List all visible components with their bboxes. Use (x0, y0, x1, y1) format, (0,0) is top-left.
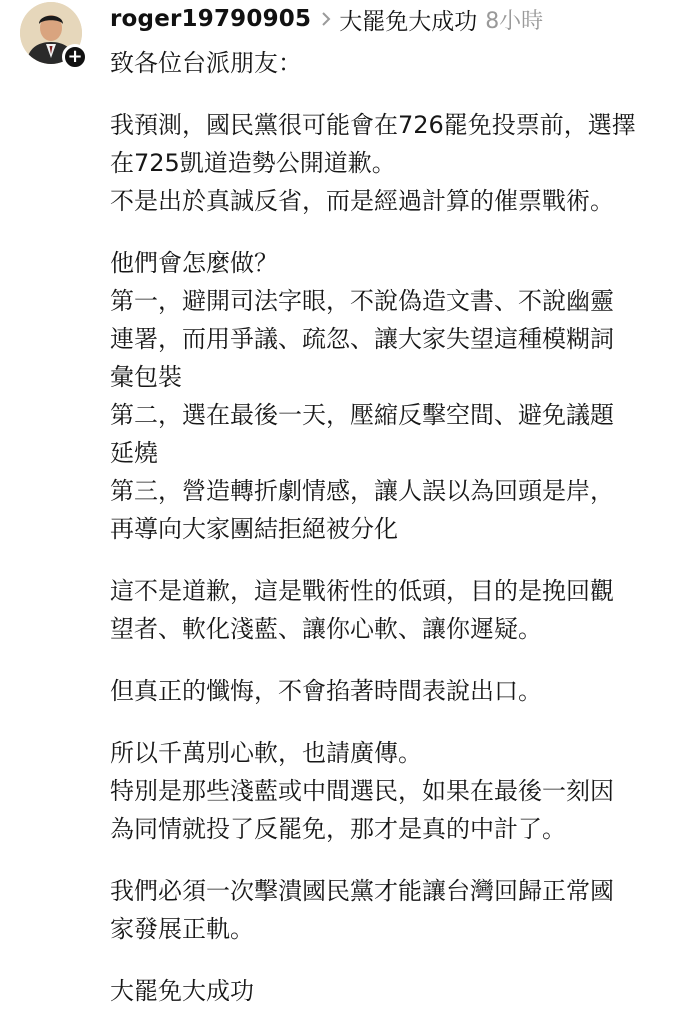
post-timestamp: 8小時 (485, 8, 544, 34)
text-line: 他們會怎麼做？ (110, 249, 278, 277)
paragraph-steps (110, 244, 695, 548)
text-line: 我預測，國民黨很可能會在726罷免投票前，選擇 (110, 111, 636, 139)
text-line: 我們必須一次擊潰國民黨才能讓台灣回歸正常國 (110, 877, 614, 905)
post-body (110, 44, 695, 1010)
text-line: 但真正的懺悔，不會掐著時間表說出口。 (110, 677, 542, 705)
paragraph-slogan (110, 972, 695, 1010)
paragraph-greeting (110, 44, 695, 82)
chevron-right-icon (321, 11, 331, 27)
post-header (110, 3, 543, 35)
paragraph-conclusion (110, 872, 695, 948)
text-line: 不是出於真誠反省，而是經過計算的催票戰術。 (110, 187, 614, 215)
text-line: 延燒 (110, 439, 158, 467)
text-line: 所以千萬別心軟，也請廣傳。 (110, 739, 422, 767)
text-line: 致各位台派朋友： (110, 49, 302, 77)
paragraph-call-to-share (110, 734, 695, 848)
text-line: 家發展正軌。 (110, 915, 254, 943)
text-line: 特別是那些淺藍或中間選民，如果在最後一刻因 (110, 777, 614, 805)
text-line: 彙包裝 (110, 363, 182, 391)
text-line: 第一，避開司法字眼，不說偽造文書、不說幽靈 (110, 287, 614, 315)
text-line: 連署，而用爭議、疏忽、讓大家失望這種模糊詞 (110, 325, 614, 353)
text-line: 再導向大家團結拒絕被分化 (110, 515, 398, 543)
plus-icon: + (67, 46, 83, 67)
text-line: 第二，選在最後一天，壓縮反擊空間、避免議題 (110, 401, 614, 429)
paragraph-tactics (110, 572, 695, 648)
paragraph-prediction (110, 106, 695, 220)
text-line: 在725凱道造勢公開道歉。 (110, 149, 396, 177)
follow-plus-button[interactable] (62, 44, 88, 70)
topic-tag-link[interactable]: 大罷免大成功 (339, 8, 478, 35)
text-line: 望者、軟化淺藍、讓你心軟、讓你遲疑。 (110, 615, 542, 643)
text-line: 為同情就投了反罷免，那才是真的中計了。 (110, 815, 566, 843)
paragraph-repentance (110, 672, 695, 710)
text-line: 這不是道歉，這是戰術性的低頭，目的是挽回觀 (110, 577, 614, 605)
username-link[interactable]: roger19790905 (110, 6, 312, 32)
text-line: 第三，營造轉折劇情感，讓人誤以為回頭是岸， (110, 477, 614, 505)
text-line: 大罷免大成功 (110, 977, 254, 1005)
avatar-container[interactable] (20, 2, 86, 68)
